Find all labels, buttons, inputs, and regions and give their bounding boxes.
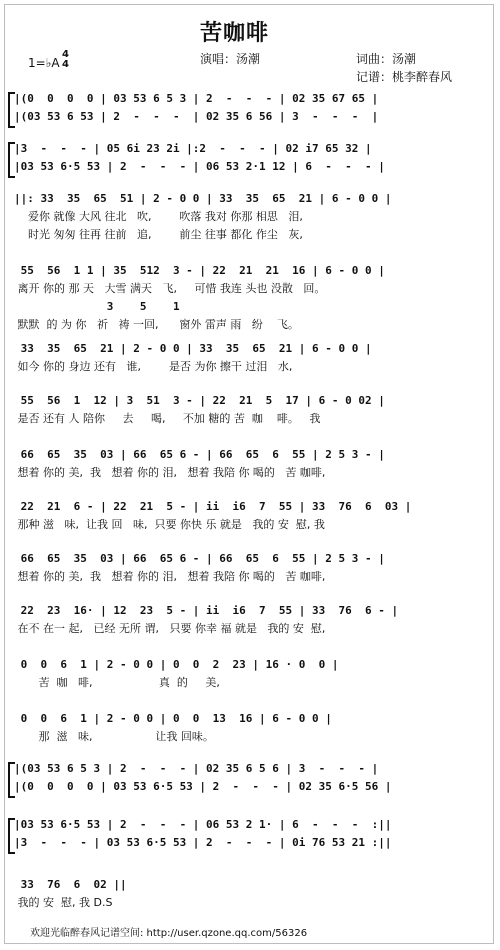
time-signature — [62, 50, 69, 70]
notation-line: |(0 0 0 0 | 03 53 6·5 53 | 2 - - - | 02 35 6·5 56 | — [14, 780, 392, 793]
score-system — [14, 446, 484, 482]
lyric-line: 我的 安 慰, 我 D.S — [14, 896, 113, 909]
lyric-line: 如今 你的 身边 还有 谁, 是否 为你 擦干 过泪 水, — [14, 360, 293, 373]
time-signature-top: 4 — [62, 49, 69, 60]
lyric-line: 那种 滋 味, 让我 回 味, 只要 你快 乐 就是 我的 安 慰, 我 — [14, 518, 325, 531]
key-signature — [28, 56, 60, 70]
lyric-line: 苦 咖 啡, 真 的 美, — [14, 676, 220, 689]
score-system — [14, 340, 484, 376]
notation-line: 22 21 6 - | 22 21 5 - | ii i6 7 55 | 33 76 6 03 | — [14, 500, 412, 513]
lyricist-credit: 词曲：汤潮 — [356, 52, 417, 66]
song-title: 苦咖啡 — [200, 20, 270, 46]
notator-credit: 记谱：桃李醉春风 — [356, 70, 453, 84]
system-bracket — [8, 92, 15, 128]
score-system — [14, 760, 484, 796]
notation-line: |(03 53 6 53 | 2 - - - | 02 35 6 56 | 3 - - - | — [14, 110, 379, 123]
score-system — [14, 656, 484, 692]
score-system — [14, 392, 484, 428]
notation-line: 0 0 6 1 | 2 - 0 0 | 0 0 2 23 | 16 · 0 0 | — [14, 658, 339, 671]
lyric-line: 时光 匆匆 往再 往前 追, 前尘 往事 都化 作尘 灰, — [14, 228, 303, 241]
notation-line: 33 35 65 21 | 2 - 0 0 | 33 35 65 21 | 6 - 0 0 | — [14, 342, 372, 355]
score-system — [14, 262, 484, 334]
key-text: 1=♭A — [28, 56, 60, 70]
lyric-line: 想着 你的 美, 我 想着 你的 泪, 想着 我陪 你 喝的 苦 咖啡, — [14, 466, 326, 479]
notation-line: 0 0 6 1 | 2 - 0 0 | 0 0 13 16 | 6 - 0 0 | — [14, 712, 332, 725]
lyric-line: 想着 你的 美, 我 想着 你的 泪, 想着 我陪 你 喝的 苦 咖啡, — [14, 570, 326, 583]
score-system — [14, 90, 484, 126]
notation-line: 22 23 16· | 12 23 5 - | ii i6 7 55 | 33 76 6 - | — [14, 604, 399, 617]
notation-line: 66 65 35 03 | 66 65 6 - | 66 65 6 55 | 2 5 3 - | — [14, 552, 385, 565]
notation-line: |3 - - - | 05 6i 23 2i |:2 - - - | 02 i7 65 32 | — [14, 142, 372, 155]
lyric-line: 那 滋 味, 让我 回味。 — [14, 730, 214, 743]
system-bracket — [8, 762, 15, 798]
lyric-line: 爱你 就像 大风 往北 吹, 吹落 我对 你那 相思 泪, — [14, 210, 303, 223]
notation-line: 33 76 6 02 || — [14, 878, 127, 891]
notation-line: |3 - - - | 03 53 6·5 53 | 2 - - - | 0i 76 53 21 :|| — [14, 836, 392, 849]
notation-line: |(0 0 0 0 | 03 53 6 5 3 | 2 - - - | 02 35 67 65 | — [14, 92, 379, 105]
notation-line: 3 5 1 — [14, 300, 180, 313]
notation-line: ||: 33 35 65 51 | 2 - 0 0 | 33 35 65 21 | 6 - 0 0 | — [14, 192, 392, 205]
system-bracket — [8, 142, 15, 178]
lyric-line: 离开 你的 那 天 大雪 满天 飞, 可惜 我连 头也 没散 回。 — [14, 282, 326, 295]
lyric-line: 在不 在一 起, 已经 无所 谓, 只要 你幸 福 就是 我的 安 慰, — [14, 622, 326, 635]
lyric-line: 是否 还有 人 陪你 去 喝, 不加 糖的 苦 咖 啡。 我 — [14, 412, 321, 425]
score-system — [14, 140, 484, 176]
score-system — [14, 550, 484, 586]
notation-line: 66 65 35 03 | 66 65 6 - | 66 65 6 55 | 2 5 3 - | — [14, 448, 385, 461]
system-bracket — [8, 818, 15, 854]
score-system — [14, 190, 484, 244]
singer-credit: 演唱：汤潮 — [200, 52, 261, 66]
notation-line: |03 53 6·5 53 | 2 - - - | 06 53 2·1 12 | 6 - - - | — [14, 160, 385, 173]
score-system — [14, 498, 484, 534]
notation-line: |03 53 6·5 53 | 2 - - - | 06 53 2 1· | 6 - - - :|| — [14, 818, 392, 831]
footer-text: 欢迎光临醉春风记谱空间: http://user.qzone.qq.com/56326 — [30, 928, 308, 939]
score-system — [14, 876, 484, 912]
notation-line: |(03 53 6 5 3 | 2 - - - | 02 35 6 5 6 | 3 - - - | — [14, 762, 379, 775]
lyric-line: 默默 的 为 你 祈 祷 一回, 窗外 雷声 雨 纷 飞。 — [14, 318, 299, 331]
score-system — [14, 602, 484, 638]
score-system — [14, 816, 484, 852]
notation-line: 55 56 1 1 | 35 512 3 - | 22 21 21 16 | 6 - 0 0 | — [14, 264, 385, 277]
notation-line: 55 56 1 12 | 3 51 3 - | 22 21 5 17 | 6 - 0 02 | — [14, 394, 385, 407]
time-signature-bottom: 4 — [62, 59, 69, 70]
score-system — [14, 710, 484, 746]
